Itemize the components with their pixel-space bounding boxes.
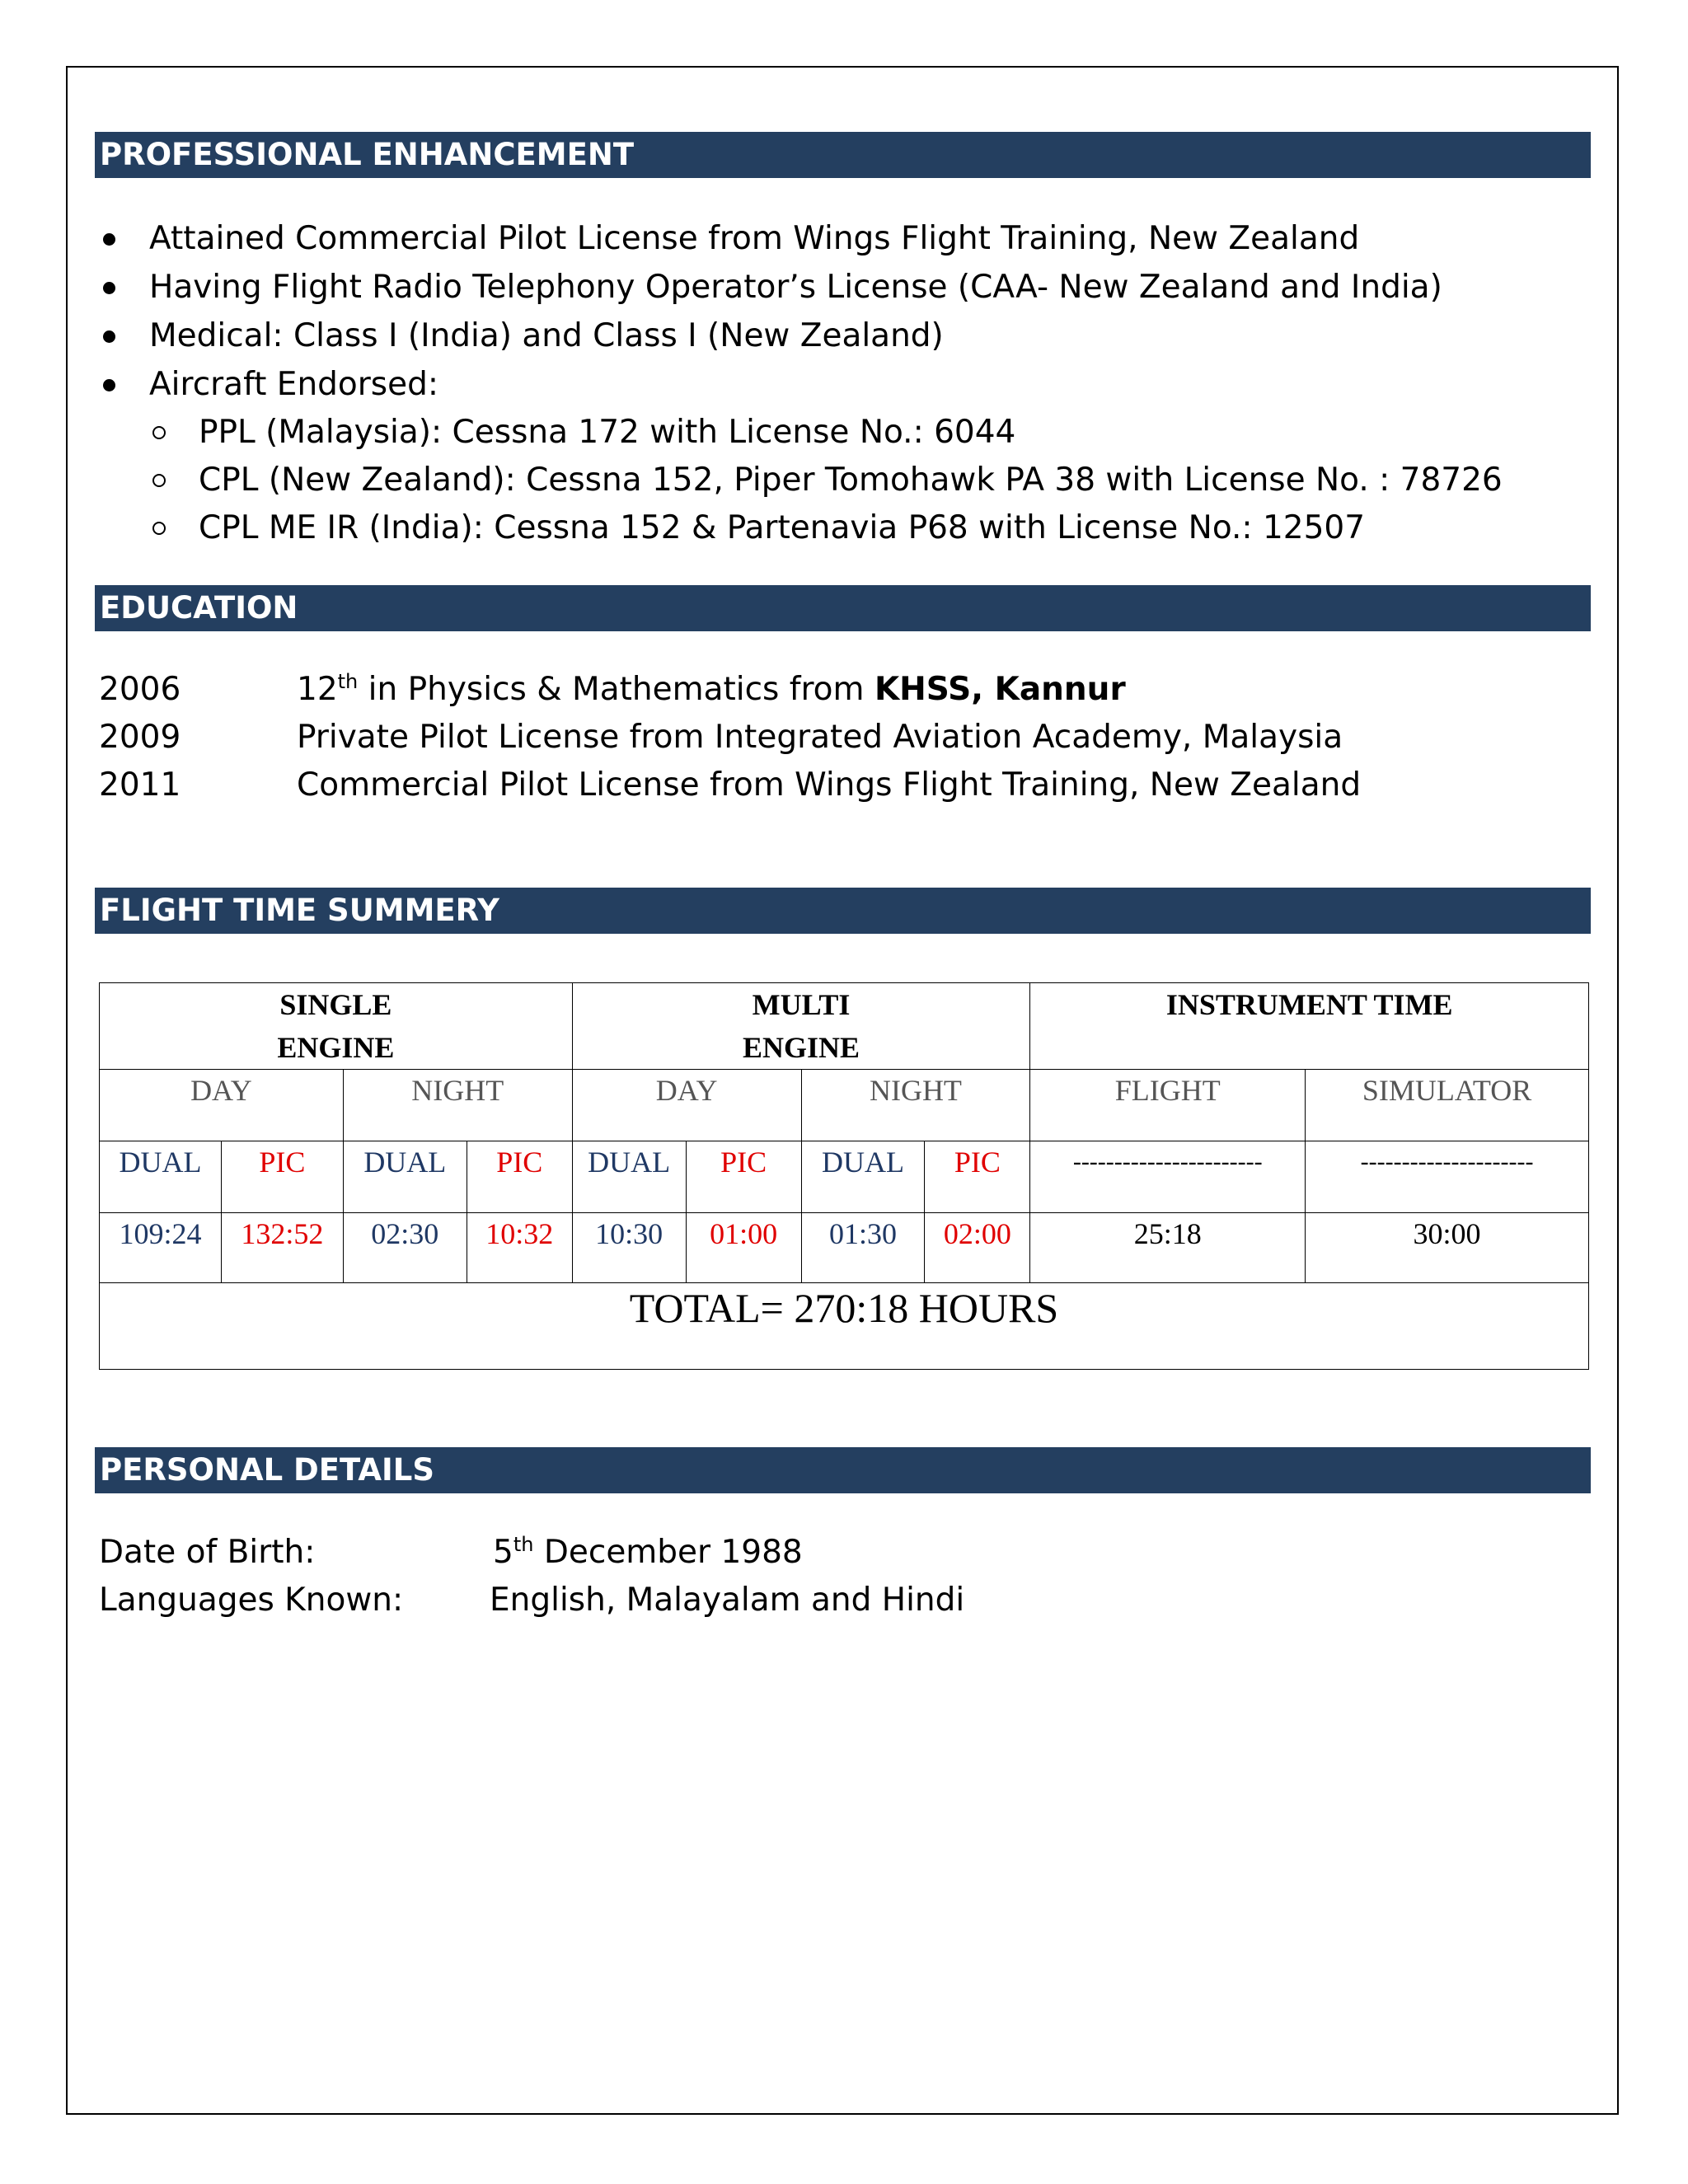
circle-bullet-icon <box>152 474 166 487</box>
circle-bullet-icon <box>152 426 166 439</box>
list-item: Medical: Class I (India) and Class I (New Zealand) <box>95 312 1503 360</box>
bullet-icon <box>103 233 115 246</box>
pic-label: PIC <box>925 1141 1030 1213</box>
bullet-icon <box>103 379 115 391</box>
table-row <box>100 1283 1589 1370</box>
dual-label: DUAL <box>572 1141 686 1213</box>
se-night-dual-value: 02:30 <box>343 1213 467 1283</box>
table-row <box>100 1070 1589 1141</box>
endorsed-sublist-container <box>95 409 1503 552</box>
simulator-dashes: --------------------- <box>1306 1141 1589 1213</box>
dob-label: Date of Birth: <box>99 1534 316 1571</box>
professional-list <box>95 214 1503 552</box>
table-row <box>100 1213 1589 1283</box>
simulator-value: 30:00 <box>1306 1213 1589 1283</box>
me-night-header: NIGHT <box>801 1070 1030 1141</box>
education-header: EDUCATION <box>95 585 1591 631</box>
flight-time-header: FLIGHT TIME SUMMERY <box>95 888 1591 934</box>
languages-label: Languages Known: <box>99 1582 404 1619</box>
list-item: CPL ME IR (India): Cessna 152 & Partenavia P68 with License No.: 12507 <box>95 504 1503 552</box>
se-day-dual-value: 109:24 <box>100 1213 222 1283</box>
me-night-pic-value: 02:00 <box>925 1213 1030 1283</box>
list-item: CPL (New Zealand): Cessna 152, Piper Tomohawk PA 38 with License No. : 78726 <box>95 457 1503 504</box>
me-day-dual-value: 10:30 <box>572 1213 686 1283</box>
list-item: Aircraft Endorsed: <box>95 360 1503 409</box>
se-day-header: DAY <box>100 1070 344 1141</box>
instrument-flight-header: FLIGHT <box>1030 1070 1306 1141</box>
me-day-pic-value: 01:00 <box>686 1213 801 1283</box>
dual-label: DUAL <box>100 1141 222 1213</box>
flight-dashes: ----------------------- <box>1030 1141 1306 1213</box>
table-row <box>100 1141 1589 1213</box>
single-engine-header: SINGLE ENGINE <box>100 983 573 1070</box>
school-name: KHSS, Kannur <box>874 671 1126 708</box>
instrument-time-header: INSTRUMENT TIME <box>1030 983 1589 1070</box>
pic-label: PIC <box>467 1141 572 1213</box>
bullet-icon <box>103 330 115 343</box>
dob-value: 5th December 1988 <box>493 1533 803 1571</box>
table-row <box>100 983 1589 1070</box>
instrument-flight-value: 25:18 <box>1030 1213 1306 1283</box>
se-night-header: NIGHT <box>343 1070 572 1141</box>
simulator-header: SIMULATOR <box>1306 1070 1589 1141</box>
se-night-pic-value: 10:32 <box>467 1213 572 1283</box>
education-description: Private Pilot License from Integrated Aviation Academy, Malaysia <box>297 719 1343 756</box>
me-night-dual-value: 01:30 <box>801 1213 925 1283</box>
me-day-header: DAY <box>572 1070 801 1141</box>
list-item: PPL (Malaysia): Cessna 172 with License No.: 6044 <box>95 409 1503 457</box>
dual-label: DUAL <box>801 1141 925 1213</box>
dual-label: DUAL <box>343 1141 467 1213</box>
education-description: Commercial Pilot License from Wings Flight Training, New Zealand <box>297 766 1362 804</box>
professional-enhancement-header: PROFESSIONAL ENHANCEMENT <box>95 132 1591 178</box>
circle-bullet-icon <box>152 522 166 535</box>
endorsed-sublist <box>95 409 1503 552</box>
list-item: Having Flight Radio Telephony Operator’s License (CAA- New Zealand and India) <box>95 263 1503 312</box>
se-day-pic-value: 132:52 <box>221 1213 343 1283</box>
languages-value: English, Malayalam and Hindi <box>490 1582 965 1619</box>
education-year: 2009 <box>99 719 181 756</box>
personal-details-header: PERSONAL DETAILS <box>95 1447 1591 1493</box>
flight-time-table <box>99 982 1589 1370</box>
education-year: 2006 <box>99 671 181 708</box>
education-description: 12th in Physics & Mathematics from KHSS, Kannur <box>297 670 1126 708</box>
bullet-icon <box>103 282 115 294</box>
pic-label: PIC <box>221 1141 343 1213</box>
list-item: Attained Commercial Pilot License from Wings Flight Training, New Zealand <box>95 214 1503 263</box>
pic-label: PIC <box>686 1141 801 1213</box>
multi-engine-header: MULTI ENGINE <box>572 983 1030 1070</box>
education-year: 2011 <box>99 766 181 804</box>
total-hours: TOTAL= 270:18 HOURS <box>100 1283 1589 1370</box>
